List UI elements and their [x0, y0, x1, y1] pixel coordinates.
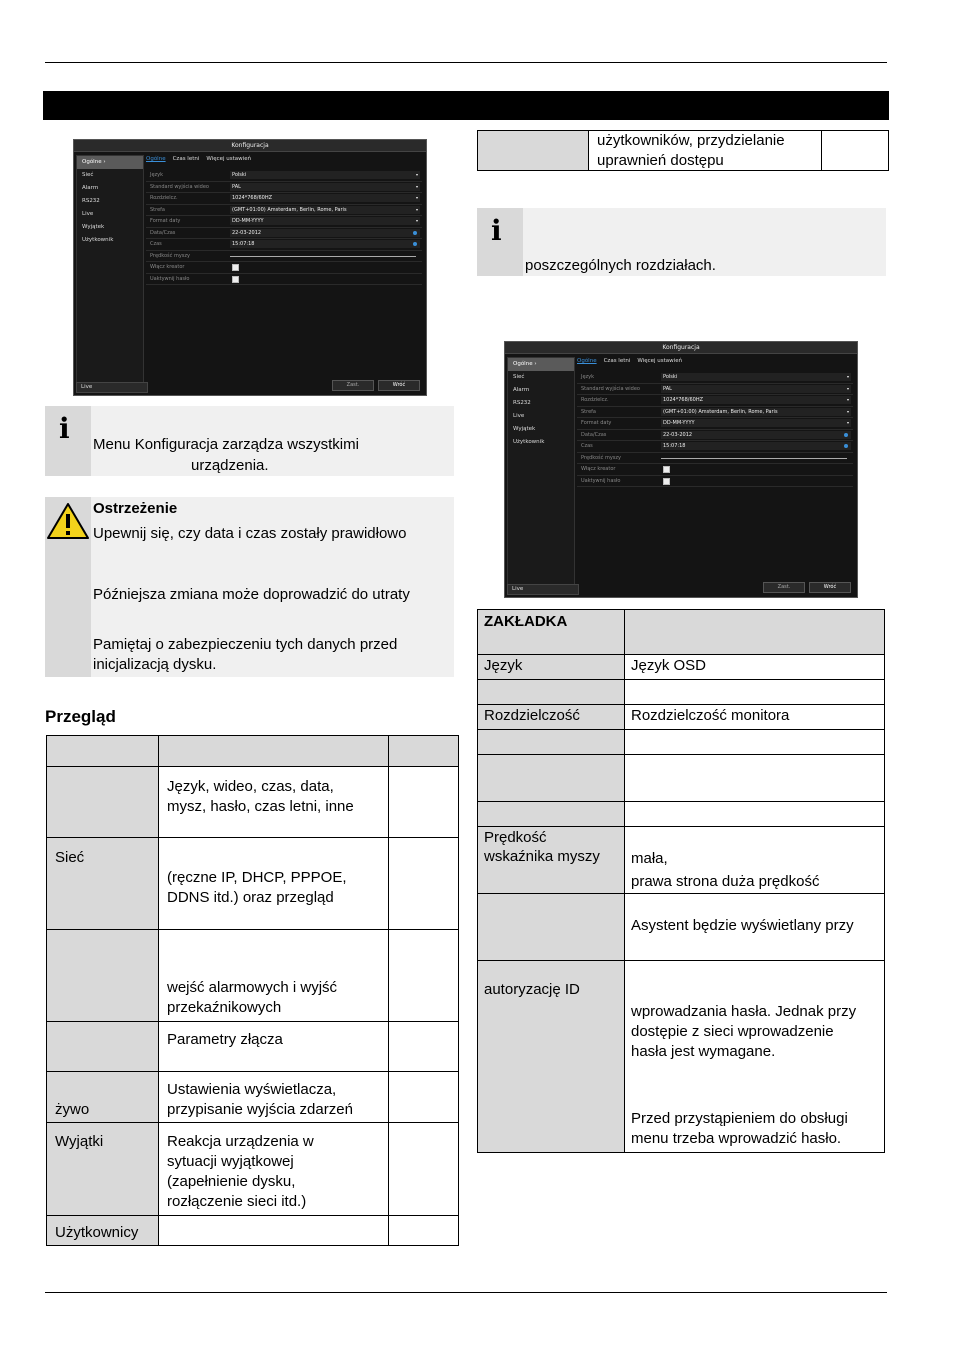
table-cell-text: użytkowników, przydzielanie uprawnień dostępu	[597, 132, 785, 169]
top-right-table	[477, 130, 889, 171]
dropdown-arrow-icon: ▾	[846, 420, 849, 425]
cell-desc: Język OSD	[631, 657, 707, 674]
row-value[interactable]: Polski ▾	[232, 172, 418, 178]
table-row	[478, 730, 885, 755]
cell-line: przekaźnikowych	[167, 999, 282, 1016]
cell-name: Rozdzielczość	[484, 707, 580, 724]
settings-row	[146, 262, 422, 274]
apply-button[interactable]: Zast.	[332, 380, 374, 391]
settings-row	[577, 407, 853, 419]
cell-line: sytuacji wyjątkowej	[167, 1153, 294, 1170]
checkbox[interactable]	[663, 478, 670, 485]
live-button[interactable]: Live	[76, 382, 148, 393]
row-value[interactable]: PAL ▾	[232, 183, 418, 190]
table-row	[47, 1216, 459, 1246]
calendar-icon[interactable]	[844, 433, 848, 437]
row-label: Strefa	[581, 408, 596, 415]
settings-row	[146, 170, 422, 182]
calendar-icon[interactable]	[413, 242, 417, 246]
row-value[interactable]: 22-03-2012	[661, 431, 851, 439]
row-value[interactable]: 22-03-2012	[230, 229, 420, 237]
settings-row	[146, 251, 422, 263]
settings-row	[577, 418, 853, 430]
tab[interactable]: Czas letni	[172, 156, 200, 162]
cell-line: przypisanie wyjścia zdarzeń	[167, 1101, 353, 1118]
info-note-left	[45, 406, 454, 476]
row-label: Uaktywnij hasło	[150, 275, 190, 282]
row-value	[230, 263, 420, 271]
settings-row	[146, 228, 422, 240]
cell-line: (zapełnienie dysku,	[167, 1173, 296, 1190]
table-row	[47, 767, 459, 838]
row-value	[230, 275, 420, 283]
note-line-1: Menu Konfiguracja zarządza wszystkimi	[93, 436, 359, 453]
info-icon: i	[59, 412, 70, 445]
sidebar-item[interactable]: Ogólne ›	[508, 358, 574, 371]
row-label: Standard wyjścia wideo	[581, 385, 640, 392]
settings-row	[146, 239, 422, 251]
back-button[interactable]: Wróć	[809, 582, 851, 593]
row-value[interactable]: 1024*768/60HZ ▾	[663, 397, 849, 403]
row-label: Prędkość myszy	[150, 252, 190, 259]
row-label: Język	[581, 374, 595, 380]
sidebar-item[interactable]: Live	[513, 413, 525, 419]
row-label: Język	[150, 172, 164, 178]
warning-line-3: Pamiętaj o zabezpieczeniu tych danych przed	[93, 636, 398, 653]
cell-line: Reakcja urządzenia w	[167, 1133, 314, 1150]
cell-line: wprowadzania hasła. Jednak przy	[631, 1003, 857, 1020]
settings-row	[577, 453, 853, 465]
table-row	[47, 930, 459, 1022]
live-button[interactable]: Live	[507, 584, 579, 595]
warning-line-1: Upewnij się, czy data i czas zostały prawidłowo	[93, 525, 407, 542]
table-header-row	[47, 736, 459, 767]
row-label: Format daty	[581, 420, 612, 426]
dropdown-arrow-icon: ▾	[415, 206, 418, 212]
note-line-2: urządzenia.	[191, 457, 269, 474]
settings-row	[146, 274, 422, 286]
warning-icon	[46, 501, 90, 541]
row-label: Prędkość myszy	[581, 454, 621, 461]
table-row	[478, 755, 885, 802]
cell-name: Język	[484, 657, 523, 674]
sidebar-item[interactable]: RS232	[513, 400, 531, 406]
checkbox[interactable]	[663, 466, 670, 473]
cell-line: menu trzeba wprowadzić hasło.	[631, 1130, 842, 1147]
row-label: Standard wyjścia wideo	[150, 183, 209, 190]
cell-line: Parametry złącza	[167, 1031, 283, 1048]
tab-bar	[146, 156, 258, 166]
top-rule	[45, 62, 887, 63]
cell-name: żywo	[55, 1101, 90, 1118]
sidebar-item[interactable]: Wyjątek	[513, 426, 536, 432]
sidebar-item[interactable]: Alarm	[82, 185, 99, 191]
warning-line-2: Późniejsza zmiana może doprowadzić do utraty	[93, 586, 410, 603]
tab[interactable]: Więcej ustawień	[206, 156, 252, 162]
checkbox[interactable]	[232, 264, 239, 271]
table-row	[47, 1022, 459, 1072]
dropdown-arrow-icon: ▾	[415, 172, 418, 177]
cell-line: prawa strona duża prędkość	[631, 873, 820, 890]
cell-line: DDNS itd.) oraz przegląd	[167, 889, 334, 906]
mouse-speed-slider[interactable]	[230, 256, 416, 257]
tab-settings-table	[477, 609, 885, 1153]
sidebar-item[interactable]: Wyjątek	[82, 224, 105, 230]
cell-name: Wyjątki	[55, 1133, 104, 1150]
info-icon: i	[491, 214, 502, 247]
info-note-right	[477, 208, 886, 276]
sidebar-item[interactable]: Live	[82, 211, 94, 217]
warning-title: Ostrzeżenie	[93, 500, 178, 517]
table-row	[478, 802, 885, 827]
table-row	[478, 705, 885, 730]
warning-line-4: inicjalizacją dysku.	[93, 656, 217, 673]
tab[interactable]: Czas letni	[603, 358, 631, 364]
cell-line: hasła jest wymagane.	[631, 1043, 776, 1060]
dvr-config-screenshot-right	[504, 341, 858, 598]
cell-line: mała,	[631, 850, 668, 867]
row-value[interactable]: 15:07:18	[230, 240, 420, 248]
row-value[interactable]: 15:07:18	[661, 442, 851, 450]
row-value[interactable]: PAL ▾	[663, 385, 849, 392]
overview-table	[46, 735, 459, 1246]
sidebar-item[interactable]: RS232	[82, 198, 100, 204]
cell-name: Sieć	[55, 849, 85, 866]
cell-line: Ustawienia wyświetlacza,	[167, 1081, 337, 1098]
settings-row	[146, 205, 422, 217]
table-row	[478, 655, 885, 680]
calendar-icon[interactable]	[844, 444, 848, 448]
sidebar-item[interactable]: Sieć	[82, 172, 94, 178]
settings-row	[577, 384, 853, 396]
dropdown-arrow-icon: ▾	[846, 385, 849, 391]
dropdown-arrow-icon: ▾	[415, 218, 418, 223]
row-value[interactable]: 1024*768/60HZ ▾	[232, 195, 418, 201]
overview-heading: Przegląd	[45, 707, 116, 726]
checkbox[interactable]	[232, 276, 239, 283]
table-header-row	[478, 610, 885, 655]
cell-line: rozłączenie sieci itd.)	[167, 1193, 307, 1210]
row-label: Włącz kreator	[150, 264, 185, 270]
row-label: Data/Czas	[581, 431, 607, 438]
cell-line: Prędkość	[484, 829, 547, 846]
header-tab: ZAKŁADKA	[484, 613, 568, 630]
row-label: Strefa	[150, 206, 165, 213]
cell-line: Przed przystąpieniem do obsługi	[631, 1110, 848, 1127]
row-label: Uaktywnij hasło	[581, 477, 621, 484]
tab[interactable]: Więcej ustawień	[637, 358, 683, 364]
cell-line: dostępie z sieci wprowadzenie	[631, 1023, 834, 1040]
apply-button[interactable]: Zast.	[763, 582, 805, 593]
cell-line: wejść alarmowych i wyjść	[167, 979, 338, 996]
table-row	[47, 1123, 459, 1216]
cell-desc: Rozdzielczość monitora	[631, 707, 790, 724]
settings-row	[146, 216, 422, 228]
cell-line: Język, wideo, czas, data,	[167, 778, 334, 795]
tab[interactable]: Ogólne	[577, 358, 597, 364]
table-row	[478, 827, 885, 894]
window-title: Konfiguracja	[74, 140, 426, 152]
row-label: Format daty	[150, 218, 181, 224]
cell-desc: Asystent będzie wyświetlany przy	[631, 917, 854, 934]
row-value[interactable]: Polski ▾	[663, 374, 849, 380]
dropdown-arrow-icon: ▾	[846, 374, 849, 379]
row-label: Czas	[150, 241, 162, 247]
row-value[interactable]: DD-MM-YYYY ▾	[663, 420, 849, 426]
sidebar-item[interactable]: Użytkownik	[513, 439, 545, 445]
note-text: poszczególnych rozdziałach.	[525, 257, 716, 274]
cell-name: autoryzację ID	[484, 981, 580, 998]
tab[interactable]: Ogólne	[146, 156, 166, 162]
settings-row	[577, 464, 853, 476]
sidebar	[76, 155, 144, 383]
row-label: Rozdzielcz.	[150, 195, 178, 201]
cell-line: mysz, hasło, czas letni, inne	[167, 798, 354, 815]
bottom-rule	[45, 1292, 887, 1293]
window-title: Konfiguracja	[505, 342, 857, 354]
settings-row	[577, 372, 853, 384]
sidebar-item[interactable]: Ogólne ›	[77, 156, 143, 169]
row-value[interactable]: (GMT+01:00) Amsterdam, Berlin, Rome, Paris ▾	[232, 206, 418, 213]
table-row	[478, 680, 885, 705]
dropdown-arrow-icon: ▾	[415, 195, 418, 200]
table-row	[47, 1072, 459, 1123]
settings-rows	[577, 372, 853, 487]
settings-row	[577, 395, 853, 407]
row-value[interactable]: (GMT+01:00) Amsterdam, Berlin, Rome, Paris ▾	[663, 408, 849, 415]
row-value[interactable]: DD-MM-YYYY ▾	[232, 218, 418, 224]
sidebar-item[interactable]: Alarm	[513, 387, 530, 393]
row-label: Data/Czas	[150, 229, 176, 236]
sidebar	[507, 357, 575, 585]
row-value	[661, 465, 851, 473]
cell-name: Użytkownicy	[55, 1224, 139, 1241]
back-button[interactable]: Wróć	[378, 380, 420, 391]
row-value	[661, 477, 851, 485]
settings-row	[577, 441, 853, 453]
section-header-bar	[43, 91, 889, 120]
settings-row	[577, 430, 853, 442]
row-label: Włącz kreator	[581, 466, 616, 472]
mouse-speed-slider[interactable]	[661, 458, 847, 459]
cell-line: (ręczne IP, DHCP, PPPOE,	[167, 869, 347, 886]
table-row	[47, 838, 459, 930]
calendar-icon[interactable]	[413, 231, 417, 235]
table-row	[478, 961, 885, 1153]
sidebar-item[interactable]: Sieć	[513, 374, 525, 380]
cell-line: wskaźnika myszy	[484, 848, 600, 865]
settings-rows	[146, 170, 422, 285]
sidebar-item[interactable]: Użytkownik	[82, 237, 114, 243]
settings-row	[146, 182, 422, 194]
row-label: Rozdzielcz.	[581, 397, 609, 403]
dropdown-arrow-icon: ▾	[846, 408, 849, 414]
tab-bar	[577, 358, 689, 368]
table-row	[478, 894, 885, 961]
warning-note	[45, 497, 454, 677]
dropdown-arrow-icon: ▾	[415, 183, 418, 189]
settings-row	[577, 476, 853, 488]
dropdown-arrow-icon: ▾	[846, 397, 849, 402]
settings-row	[146, 193, 422, 205]
row-label: Czas	[581, 443, 593, 449]
dvr-config-screenshot-left	[73, 139, 427, 396]
